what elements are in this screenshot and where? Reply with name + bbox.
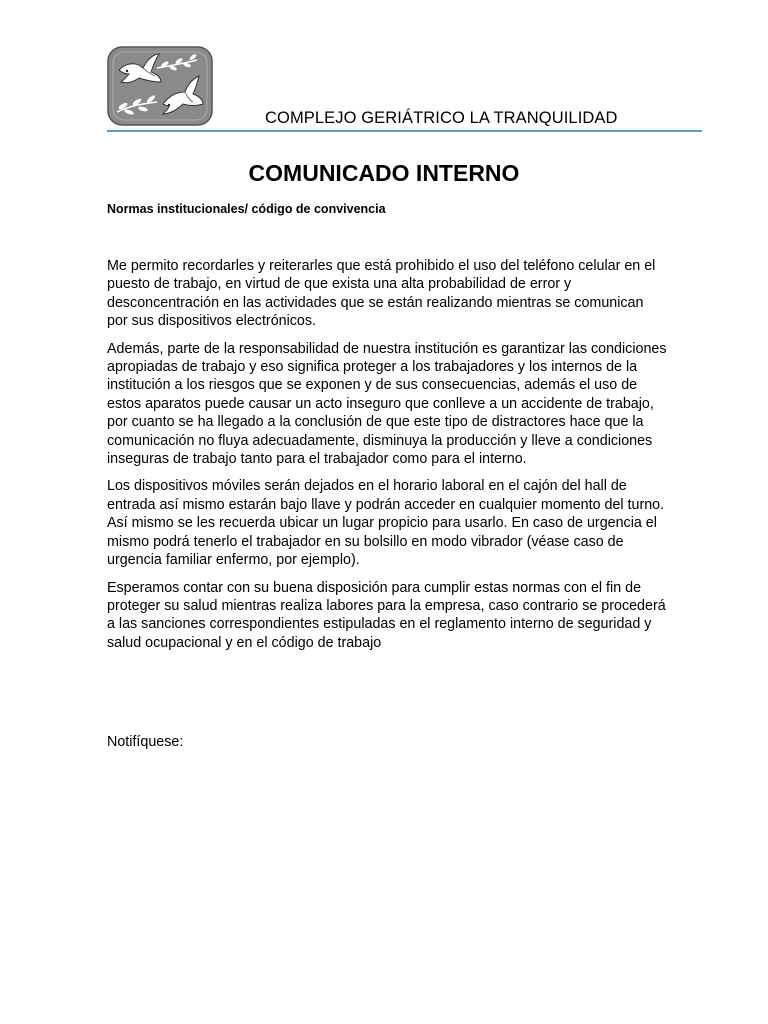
body-paragraph: Los dispositivos móviles serán dejados en el horario laboral en el cajón del hall de entrada así mismo estarán bajo llave y podrán acceder en cualquier momento del turno. Así mismo se les recuerda ubicar un lugar propicio para usarlo. En caso de urgencia el mismo podrá tenerlo el trabajador en su bolsillo en modo vibrador (véase caso de urgencia familiar enfermo, por ejemplo). [107, 478, 665, 569]
body-paragraph: Me permito recordarles y reiterarles que está prohibido el uso del teléfono celular en el puesto de trabajo, en virtud de que exista una alta probabilidad de error y desconcentración en las actividades que se están realizando mientras se comunican por sus dispositivos electrónicos. [107, 258, 656, 330]
organization-name: COMPLEJO GERIÁTRICO LA TRANQUILIDAD [265, 109, 618, 127]
doves-olive-branch-logo-icon [107, 46, 213, 126]
document-body [107, 257, 667, 661]
document-subject: Normas institucionales/ código de convivencia [107, 202, 386, 216]
document-title: COMUNICADO INTERNO [248, 160, 520, 186]
body-paragraph: Además, parte de la responsabilidad de nuestra institución es garantizar las condiciones apropiadas de trabajo y eso significa proteger a los trabajadores y los internos de la institución a los riesgos que se exponen y de sus consecuencias, además el uso de estos aparatos puede causar un acto inseguro que conlleve a un accidente de trabajo, por cuanto se ha llegado a la conclusión de que este tipo de distractores hace que la comunicación no fluya adecuadamente, disminuya la producción y lleve a condiciones inseguras de trabajo tanto para el trabajador como para el interno. [107, 340, 667, 468]
header-divider [107, 130, 702, 132]
closing-line: Notifíquese: [107, 734, 184, 750]
body-paragraph: Esperamos contar con su buena disposición para cumplir estas normas con el fin de proteger su salud mientras realiza labores para la empresa, caso contrario se procederá a las sanciones correspondientes estipuladas en el reglamento interno de seguridad y salud ocupacional y en el código de trabajo [107, 579, 666, 651]
